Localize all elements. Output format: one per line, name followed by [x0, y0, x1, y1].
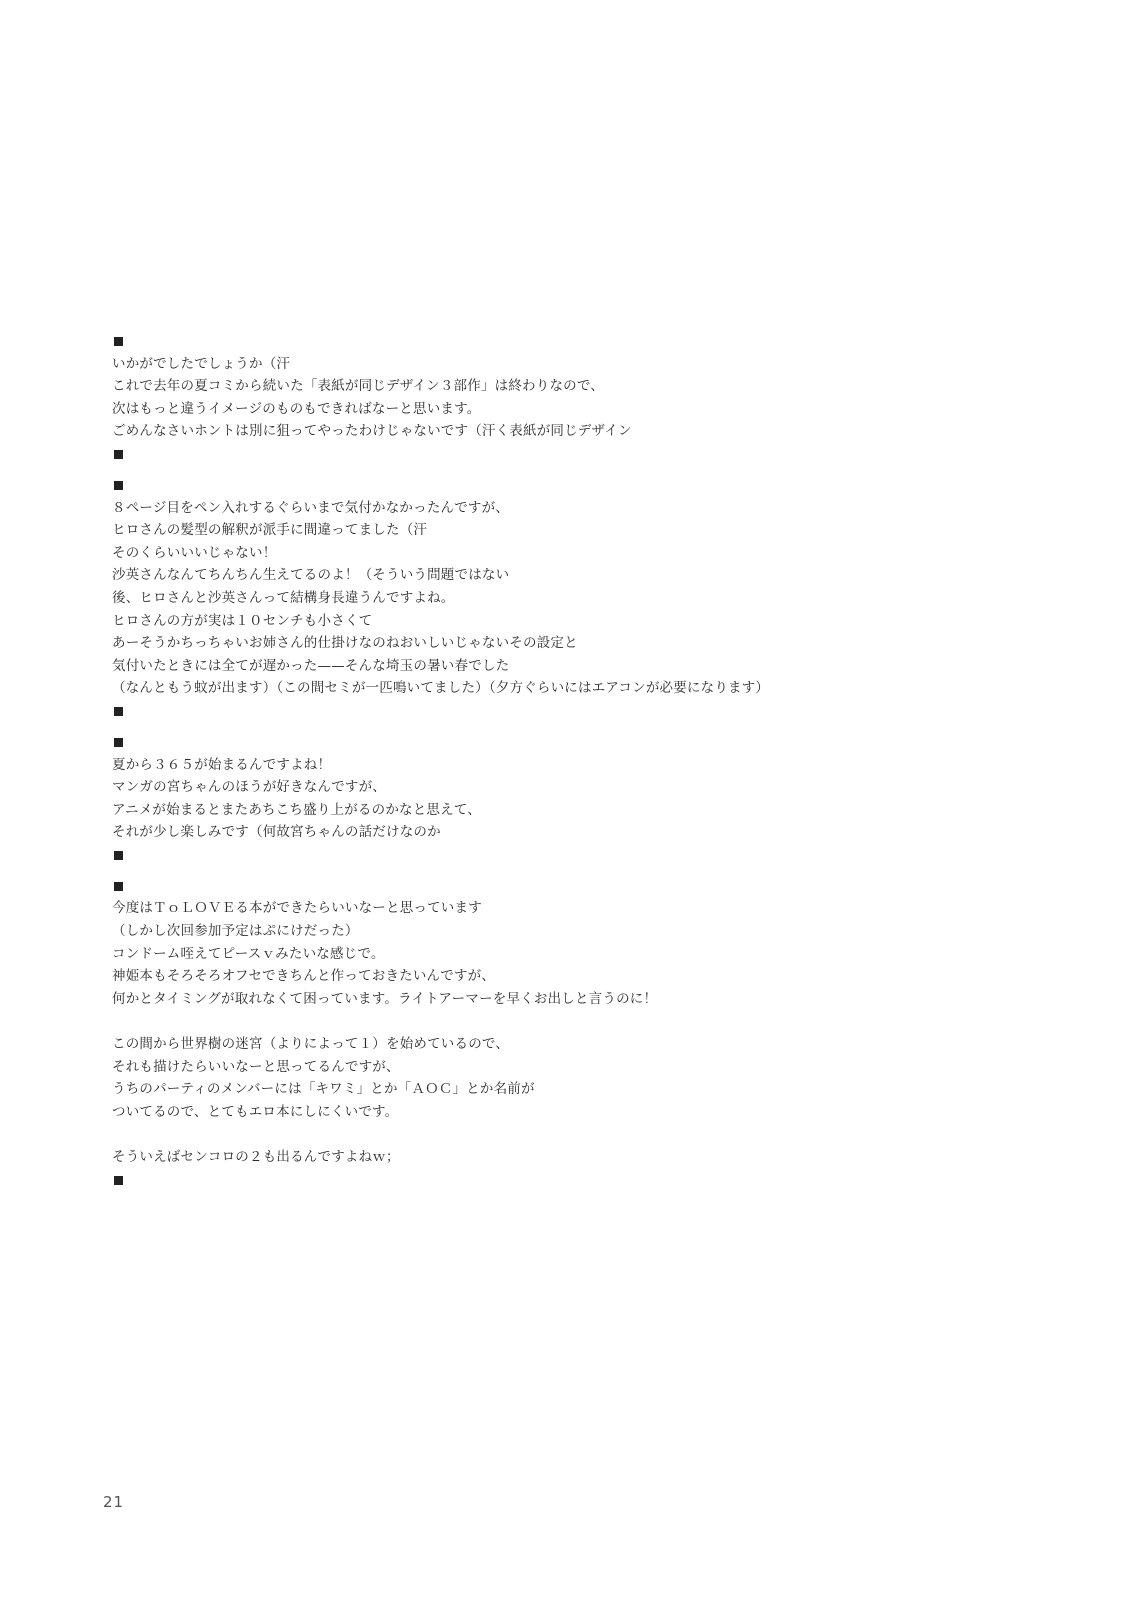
text-line: 気付いたときには全てが遅かった——そんな埼玉の暑い春でした: [112, 657, 510, 674]
text-line: 後、ヒロさんと沙英さんって結構身長違うんですよね。: [112, 589, 455, 606]
square-marker-icon: [114, 882, 123, 891]
text-line: （なんともう蚊が出ます）（この間セミが一匹鳴いてました）（夕方ぐらいにはエアコンが必要になります）: [112, 680, 770, 697]
text-line: 神姫本もそろそろオフセできちんと作っておきたいんですが、: [112, 968, 496, 985]
text-line: ヒロさんの方が実は１０センチも小さくて: [112, 612, 373, 629]
text-line: あーそうかちっちゃいお姉さん的仕掛けなのねおいしいじゃないその設定と: [112, 635, 578, 652]
text-line: うちのパーティのメンバーには「キワミ」とか「ＡＯＣ」とか名前が: [112, 1081, 535, 1098]
square-marker-icon: [114, 337, 123, 346]
text-line: これで去年の夏コミから続いた「表紙が同じデザイン３部作」は終わりなので、: [112, 378, 604, 395]
square-marker-icon: [114, 481, 123, 490]
text-line: そのくらいいいじゃない！: [112, 544, 277, 561]
text-line: 夏から３６５が始まるんですよね！: [112, 756, 332, 773]
text-line: 次はもっと違うイメージのものもできればなーと思います。: [112, 400, 481, 417]
square-marker-icon: [114, 707, 123, 716]
section-1: [112, 337, 1012, 459]
text-line: ヒロさんの髪型の解釈が派手に間違ってました（汗: [112, 522, 428, 539]
text-line: 沙英さんなんてちんちん生えてるのよ！（そういう問題ではない: [112, 567, 510, 584]
text-line: ついてるので、とてもエロ本にしにくいです。: [112, 1103, 399, 1120]
text-line: コンドーム咥えてピースｖみたいな感じで。: [112, 945, 385, 962]
text-line: アニメが始まるとまたあちこち盛り上がるのかなと思えて、: [112, 801, 481, 818]
afterword-text: [112, 330, 1012, 1207]
text-line: マンガの宮ちゃんのほうが好きなんですが、: [112, 779, 386, 796]
text-line: それも描けたらいいなーと思ってるんですが、: [112, 1058, 400, 1075]
blank-line: [112, 1010, 1012, 1033]
text-line: （しかし次回参加予定はぷにけだった）: [112, 923, 359, 940]
text-line: 何かとタイミングが取れなくて困っています。ライトアーマーを早くお出しと言うのに！: [112, 990, 658, 1007]
square-marker-icon: [114, 1176, 123, 1185]
section-2: [112, 481, 1012, 716]
section-4: [112, 882, 1012, 1185]
text-line: それが少し楽しみです（何故宮ちゃんの話だけなのか: [112, 824, 441, 841]
text-line: ８ページ目をペン入れするぐらいまで気付かなかったんですが、: [112, 499, 510, 516]
text-line: ごめんなさいホントは別に狙ってやったわけじゃないです（汗く表紙が同じデザイン: [112, 423, 632, 440]
page-number: 21: [103, 1493, 125, 1511]
square-marker-icon: [114, 851, 123, 860]
square-marker-icon: [114, 450, 123, 459]
text-line: この間から世界樹の迷宮（よりによって１）を始めているので、: [112, 1036, 510, 1053]
text-line: いかがでしたでしょうか（汗: [112, 355, 291, 372]
square-marker-icon: [114, 738, 123, 747]
section-3: [112, 738, 1012, 860]
text-line: 今度はＴｏＬＯＶＥる本ができたらいいなーと思っています: [112, 900, 482, 917]
blank-line: [112, 1123, 1012, 1146]
text-line: そういえばセンコロの２も出るんですよねｗ；: [112, 1149, 400, 1165]
